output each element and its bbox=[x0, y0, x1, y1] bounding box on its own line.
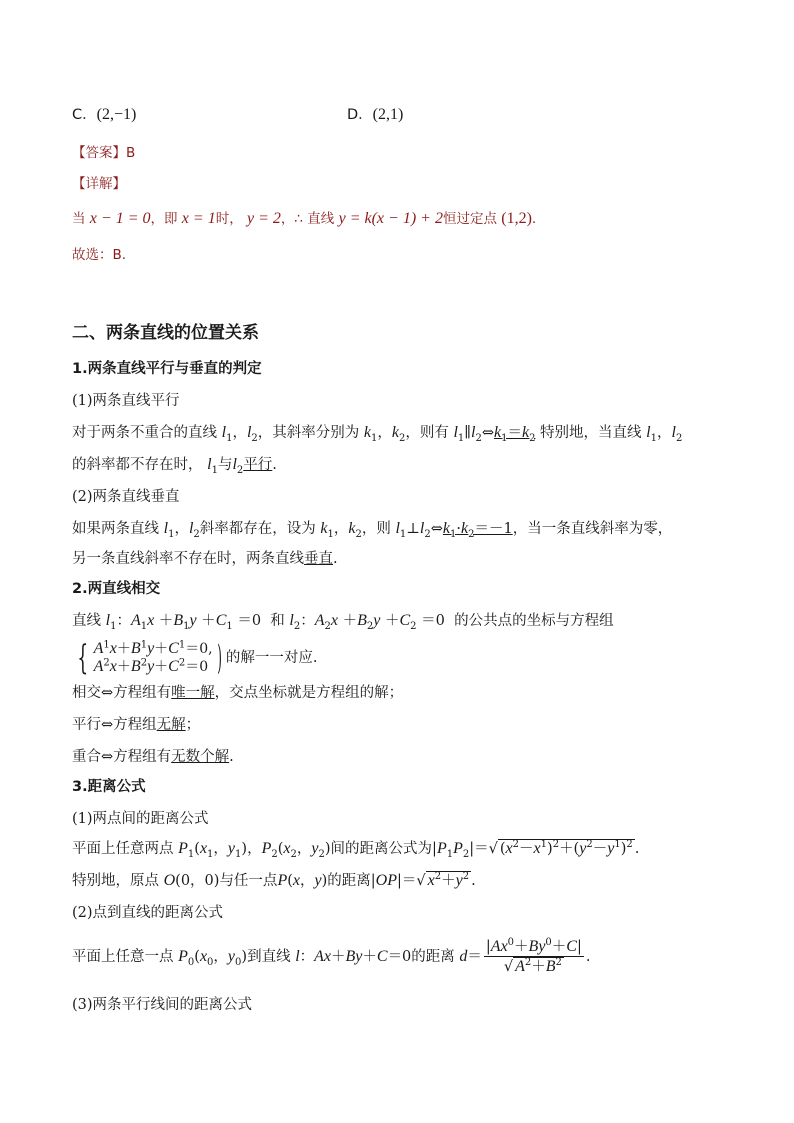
sqrt-radicand: $(x^2-x^1)^2+(y^2-y^1)^2$ bbox=[499, 839, 633, 857]
option-c-value: (2,−1) bbox=[96, 106, 137, 123]
point-line-heading: (2)点到直线的距离公式 bbox=[72, 905, 224, 921]
option-d bbox=[347, 104, 403, 126]
explain-line: 当 x − 1 = 0，即 x = 1时， y = 2，∴ 直线 y = k(x − 1) + 2恒过定点 (1,2). bbox=[72, 210, 537, 227]
section-title: 二、两条直线的位置关系 bbox=[72, 323, 259, 343]
distance-fraction: $\frac{|Ax^0+By^0+C|}{√ A^2+B^2}$ bbox=[485, 936, 582, 975]
left-brace: { bbox=[77, 638, 89, 678]
option-d-label: D． bbox=[347, 107, 373, 123]
parallel-heading: (1)两条直线平行 bbox=[72, 393, 180, 409]
option-c-label: C． bbox=[72, 107, 97, 123]
point-line-formula: 平面上任意一点 $P_0(x_0$，$y_0$)到直线 l：Ax＋By＋C＝0的距离 d＝ $\frac{|Ax^0+By^0+C|}{√ A^2+B^2}$ . bbox=[72, 936, 591, 975]
two-point-formula: 平面上任意两点 $P_1(x_1$，$y_1$)，$P_2(x_2$，$y_2$)间的距离公式为$|P_1P_2|=√$ $(x^2-x^1)^2+(y^2-y^1)^2$ . bbox=[72, 839, 640, 860]
perpendicular-heading: (2)两条直线垂直 bbox=[72, 489, 180, 505]
parallel-text-1: 对于两条不重合的直线 $l_1$，$l_2$，其斜率分别为 $k_1$，$k_2$，则有 $l_1\parallel l_2\Leftrightarrow k_1=k_2$ 特别地，当直线 $l_1$，$l_2$ bbox=[72, 424, 683, 444]
perpendicular-text-1: 如果两条直线 $l_1$，$l_2$斜率都存在，设为 $k_1$，$k_2$，则 $l_1\perp l_2\Leftrightarrow k_1\cdot k_2=-1$，当一条直线斜率为零， bbox=[72, 520, 673, 540]
intersect-case: 相交⇔方程组有唯一解，交点坐标就是方程组的解； bbox=[72, 685, 404, 701]
subsection-3: 3.距离公式 bbox=[72, 779, 146, 795]
parallel-case: 平行⇔方程组无解； bbox=[72, 717, 201, 733]
choice-line: 故选：B. bbox=[72, 247, 127, 263]
equation-system: $A^1x+B^1y+C^1=0$, $A^2x+B^2y+C^2=0$ bbox=[93, 639, 213, 675]
parallel-text-2: 的斜率都不存在时， $l_1$与$l_2$平行. bbox=[72, 456, 277, 476]
equation-system-line: { $A^1x+B^1y+C^1=0$, $A^2x+B^2y+C^2=0$) 的解一一对应. bbox=[77, 638, 318, 678]
right-paren: ) bbox=[216, 638, 222, 678]
origin-formula: 特别地，原点 O(0，0)与任一点P(x，y)的距离|OP|＝√ $x^2+y^2$ . bbox=[72, 871, 476, 889]
answer-line: 【答案】B bbox=[72, 145, 136, 161]
parallel-lines-heading: (3)两条平行线间的距离公式 bbox=[72, 997, 253, 1013]
subsection-1: 1.两条直线平行与垂直的判定 bbox=[72, 361, 262, 377]
coincide-case: 重合⇔方程组有无数个解. bbox=[72, 749, 234, 765]
two-point-heading: (1)两点间的距离公式 bbox=[72, 811, 209, 827]
option-d-value: (2,1) bbox=[372, 106, 404, 123]
option-c bbox=[72, 104, 136, 126]
explain-label: 【详解】 bbox=[72, 176, 126, 192]
perpendicular-text-2: 另一条直线斜率不存在时，两条直线垂直. bbox=[72, 551, 338, 567]
intersect-text-1: 直线 $l_1$：$A_1x +B_1y +C_1 =0$ 和 $l_2$：$A_2x +B_2y +C_2 =0$ 的公共点的坐标与方程组 bbox=[72, 612, 614, 632]
subsection-2: 2.两直线相交 bbox=[72, 581, 161, 597]
